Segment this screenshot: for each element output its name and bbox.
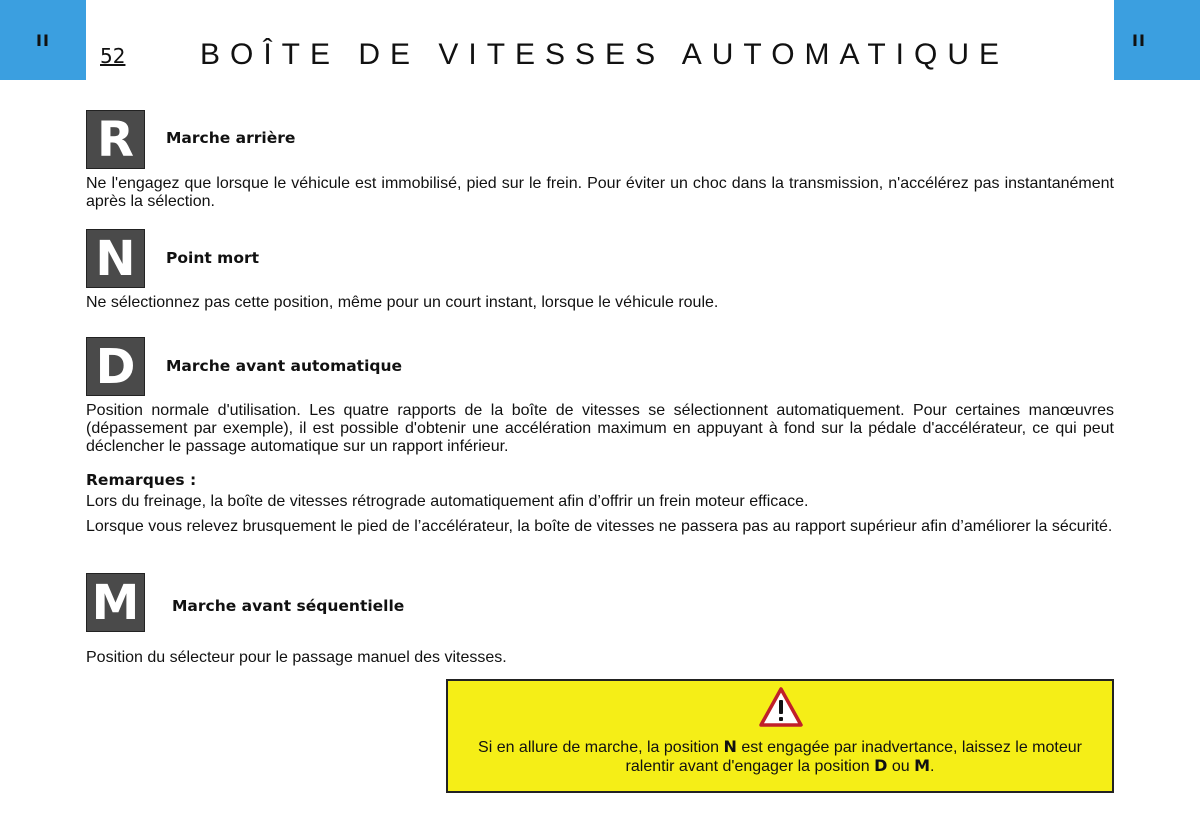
warning-text-part: est engagée par inadvertance, laissez le moteur ralentir avant d'engager la position [625, 739, 1082, 775]
remarks-heading: Remarques : [86, 471, 197, 489]
warning-bold-d: D [874, 756, 888, 775]
warning-bold-n: N [723, 737, 737, 756]
warning-text-part: ou [887, 758, 915, 775]
section-text-reverse: Ne l'engagez que lorsque le véhicule est immobilisé, pied sur le frein. Pour éviter un choc dans la transmission, n'accélérez pas instantanément après la sélection. [86, 175, 1114, 210]
section-heading-reverse: Marche arrière [166, 129, 296, 147]
section-heading-drive: Marche avant automatique [166, 357, 403, 375]
section-text-manual: Position du sélecteur pour le passage manuel des vitesses. [86, 649, 507, 666]
section-text-drive: Position normale d'utilisation. Les quatre rapports de la boîte de vitesses se sélectionnent automatiquement. Pour certaines manœuvres (dépassement par exemple), il est possible d'obtenir une accélération maximum en appuyant à fond sur la pédale d'accélérateur, ce qui peut déclencher le passage automatique sur un rapport inférieur. [86, 402, 1114, 455]
warning-bold-m: M [914, 756, 930, 775]
page-title: BOÎTE DE VITESSES AUTOMATIQUE [200, 38, 1009, 71]
warning-text [468, 738, 1092, 776]
warning-text-part: . [929, 758, 935, 775]
warning-triangle-icon [759, 687, 803, 727]
warning-text-part: Si en allure de marche, la position [478, 739, 724, 756]
gear-m-badge: M [86, 573, 145, 632]
remark-item: Lorsque vous relevez brusquement le pied de l’accélérateur, la boîte de vitesses ne passera pas au rapport supérieur afin d’améliorer la sécurité. [86, 518, 1113, 535]
chapter-tab-right-label: II [1132, 30, 1146, 50]
section-heading-manual: Marche avant séquentielle [172, 597, 405, 615]
chapter-tab-left-label: II [36, 30, 50, 50]
gear-r-badge: R [86, 110, 145, 169]
gear-n-badge: N [86, 229, 145, 288]
remark-item: Lors du freinage, la boîte de vitesses rétrograde automatiquement afin d’offrir un frein moteur efficace. [86, 493, 809, 510]
chapter-tab-right [1114, 0, 1200, 80]
section-text-neutral: Ne sélectionnez pas cette position, même pour un court instant, lorsque le véhicule roule. [86, 294, 719, 311]
warning-box [446, 679, 1114, 793]
page-number: 52 [100, 44, 126, 68]
section-heading-neutral: Point mort [166, 249, 260, 267]
gear-d-badge: D [86, 337, 145, 396]
chapter-tab-left [0, 0, 86, 80]
